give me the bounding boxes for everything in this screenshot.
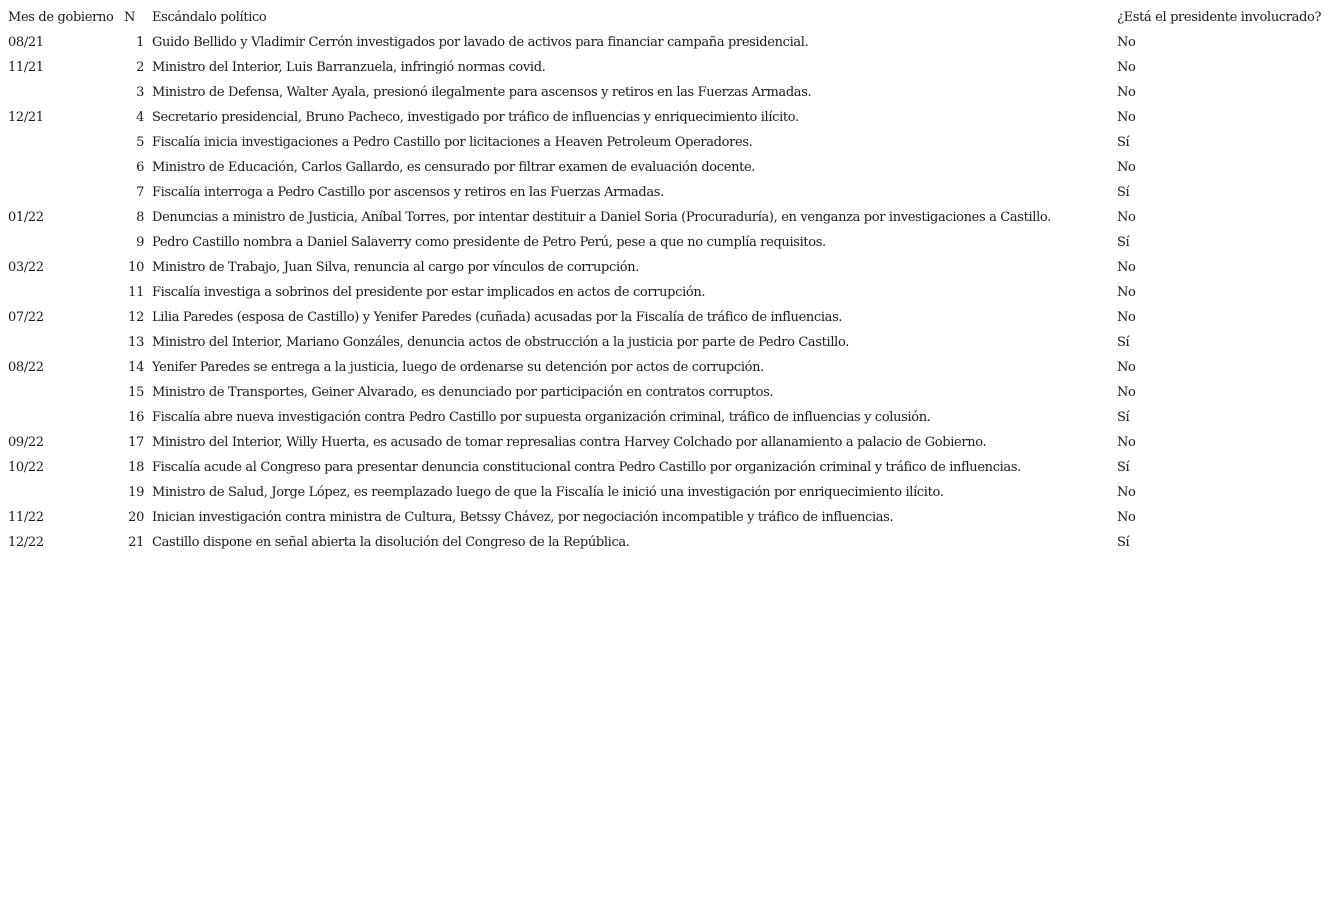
cell-mes (6, 330, 124, 355)
table-row (6, 30, 1336, 55)
cell-n: 12 (128, 310, 144, 325)
cell-involucrado: No (1117, 85, 1136, 100)
cell-mes (6, 405, 124, 430)
table-row (6, 330, 1336, 355)
cell-escandalo: Pedro Castillo nombra a Daniel Salaverry como presidente de Petro Perú, pese a que no cumplía requisitos. (152, 235, 826, 250)
cell-n: 7 (136, 185, 144, 200)
cell-n: 16 (128, 410, 144, 425)
cell-involucrado: Sí (1117, 460, 1130, 475)
cell-n: 6 (136, 160, 144, 175)
cell-involucrado: No (1117, 210, 1136, 225)
cell-n: 14 (128, 360, 144, 375)
scandal-table (6, 5, 1336, 555)
cell-involucrado: No (1117, 385, 1136, 400)
cell-n: 21 (128, 535, 144, 550)
cell-involucrado: No (1117, 60, 1136, 75)
cell-n: 2 (136, 60, 144, 75)
header-mes: Mes de gobierno (8, 10, 114, 25)
cell-mes (6, 80, 124, 105)
cell-escandalo: Fiscalía investiga a sobrinos del presidente por estar implicados en actos de corrupción. (152, 285, 706, 300)
table-row (6, 505, 1336, 530)
table-row (6, 405, 1336, 430)
cell-n: 4 (136, 110, 144, 125)
table-row (6, 255, 1336, 280)
cell-involucrado: No (1117, 485, 1136, 500)
cell-escandalo: Castillo dispone en señal abierta la disolución del Congreso de la República. (152, 535, 630, 550)
cell-escandalo: Ministro de Salud, Jorge López, es reemplazado luego de que la Fiscalía le inició una investigación por enriquecimiento ilícito. (152, 485, 944, 500)
table-row (6, 530, 1336, 555)
cell-escandalo: Yenifer Paredes se entrega a la justicia, luego de ordenarse su detención por actos de corrupción. (152, 360, 764, 375)
cell-involucrado: Sí (1117, 335, 1130, 350)
cell-n: 1 (136, 35, 144, 50)
cell-involucrado: Sí (1117, 235, 1130, 250)
table-row (6, 355, 1336, 380)
header-escandalo: Escándalo político (152, 10, 267, 25)
cell-mes (6, 280, 124, 305)
cell-mes (6, 130, 124, 155)
cell-escandalo: Secretario presidencial, Bruno Pacheco, investigado por tráfico de influencias y enriquecimiento ilícito. (152, 110, 799, 125)
cell-involucrado: No (1117, 260, 1136, 275)
cell-mes: 08/21 (8, 35, 44, 50)
cell-involucrado: No (1117, 35, 1136, 50)
cell-involucrado: No (1117, 435, 1136, 450)
cell-n: 13 (128, 335, 144, 350)
cell-mes: 12/22 (8, 535, 44, 550)
cell-escandalo: Guido Bellido y Vladimir Cerrón investigados por lavado de activos para financiar campaña presidencial. (152, 35, 809, 50)
table-row (6, 280, 1336, 305)
table-row (6, 230, 1336, 255)
cell-involucrado: No (1117, 510, 1136, 525)
cell-escandalo: Ministro del Interior, Luis Barranzuela, infringió normas covid. (152, 60, 546, 75)
cell-involucrado: Sí (1117, 185, 1130, 200)
cell-involucrado: No (1117, 360, 1136, 375)
cell-escandalo: Ministro de Educación, Carlos Gallardo, es censurado por filtrar examen de evaluación docente. (152, 160, 756, 175)
cell-involucrado: Sí (1117, 535, 1130, 550)
table-row (6, 130, 1336, 155)
cell-escandalo: Fiscalía abre nueva investigación contra Pedro Castillo por supuesta organización criminal, tráfico de influencias y colusión. (152, 410, 931, 425)
cell-involucrado: No (1117, 285, 1136, 300)
cell-mes: 12/21 (8, 110, 44, 125)
cell-n: 19 (128, 485, 144, 500)
header-n: N (124, 10, 136, 25)
table-row (6, 205, 1336, 230)
cell-n: 9 (136, 235, 144, 250)
cell-n: 18 (128, 460, 144, 475)
cell-escandalo: Ministro del Interior, Willy Huerta, es acusado de tomar represalias contra Harvey Colchado por allanamiento a palacio de Gobierno. (152, 435, 987, 450)
cell-mes (6, 230, 124, 255)
cell-n: 8 (136, 210, 144, 225)
cell-escandalo: Ministro de Transportes, Geiner Alvarado, es denunciado por participación en contratos corruptos. (152, 385, 774, 400)
cell-n: 5 (136, 135, 144, 150)
table-row (6, 305, 1336, 330)
cell-mes: 01/22 (8, 210, 44, 225)
cell-n: 3 (136, 85, 144, 100)
cell-mes: 07/22 (8, 310, 44, 325)
cell-mes: 10/22 (8, 460, 44, 475)
cell-mes: 11/22 (8, 510, 44, 525)
cell-escandalo: Fiscalía acude al Congreso para presentar denuncia constitucional contra Pedro Castillo por organización criminal y tráfico de influencias. (152, 460, 1021, 475)
cell-involucrado: Sí (1117, 135, 1130, 150)
cell-involucrado: Sí (1117, 410, 1130, 425)
cell-mes: 08/22 (8, 360, 44, 375)
cell-mes (6, 155, 124, 180)
cell-involucrado: No (1117, 110, 1136, 125)
table-row (6, 105, 1336, 130)
cell-mes (6, 180, 124, 205)
cell-escandalo: Fiscalía interroga a Pedro Castillo por ascensos y retiros en las Fuerzas Armadas. (152, 185, 664, 200)
cell-mes: 11/21 (8, 60, 44, 75)
cell-escandalo: Denuncias a ministro de Justicia, Aníbal Torres, por intentar destituir a Daniel Soria (Procuraduría), en venganza por investigaciones a Castillo. (152, 210, 1051, 225)
table-row (6, 430, 1336, 455)
cell-escandalo: Fiscalía inicia investigaciones a Pedro Castillo por licitaciones a Heaven Petroleum Operadores. (152, 135, 753, 150)
cell-mes: 03/22 (8, 260, 44, 275)
cell-escandalo: Ministro del Interior, Mariano Gonzáles, denuncia actos de obstrucción a la justicia por parte de Pedro Castillo. (152, 335, 849, 350)
cell-escandalo: Ministro de Trabajo, Juan Silva, renuncia al cargo por vínculos de corrupción. (152, 260, 640, 275)
cell-n: 20 (128, 510, 144, 525)
table-row (6, 480, 1336, 505)
cell-mes (6, 380, 124, 405)
cell-n: 15 (128, 385, 144, 400)
cell-involucrado: No (1117, 160, 1136, 175)
table-row (6, 180, 1336, 205)
cell-n: 11 (128, 285, 144, 300)
table-row (6, 455, 1336, 480)
table-row (6, 55, 1336, 80)
table-row (6, 80, 1336, 105)
cell-involucrado: No (1117, 310, 1136, 325)
cell-n: 10 (128, 260, 144, 275)
table-row (6, 155, 1336, 180)
cell-mes (6, 480, 124, 505)
cell-escandalo: Lilia Paredes (esposa de Castillo) y Yenifer Paredes (cuñada) acusadas por la Fiscalía de tráfico de influencias. (152, 310, 843, 325)
header-involucrado: ¿Está el presidente involucrado? (1117, 10, 1322, 25)
cell-escandalo: Inician investigación contra ministra de Cultura, Betssy Chávez, por negociación incompatible y tráfico de influencias. (152, 510, 894, 525)
table-header-row (6, 5, 1336, 30)
cell-mes: 09/22 (8, 435, 44, 450)
table-row (6, 380, 1336, 405)
cell-escandalo: Ministro de Defensa, Walter Ayala, presionó ilegalmente para ascensos y retiros en las Fuerzas Armadas. (152, 85, 812, 100)
cell-n: 17 (128, 435, 144, 450)
